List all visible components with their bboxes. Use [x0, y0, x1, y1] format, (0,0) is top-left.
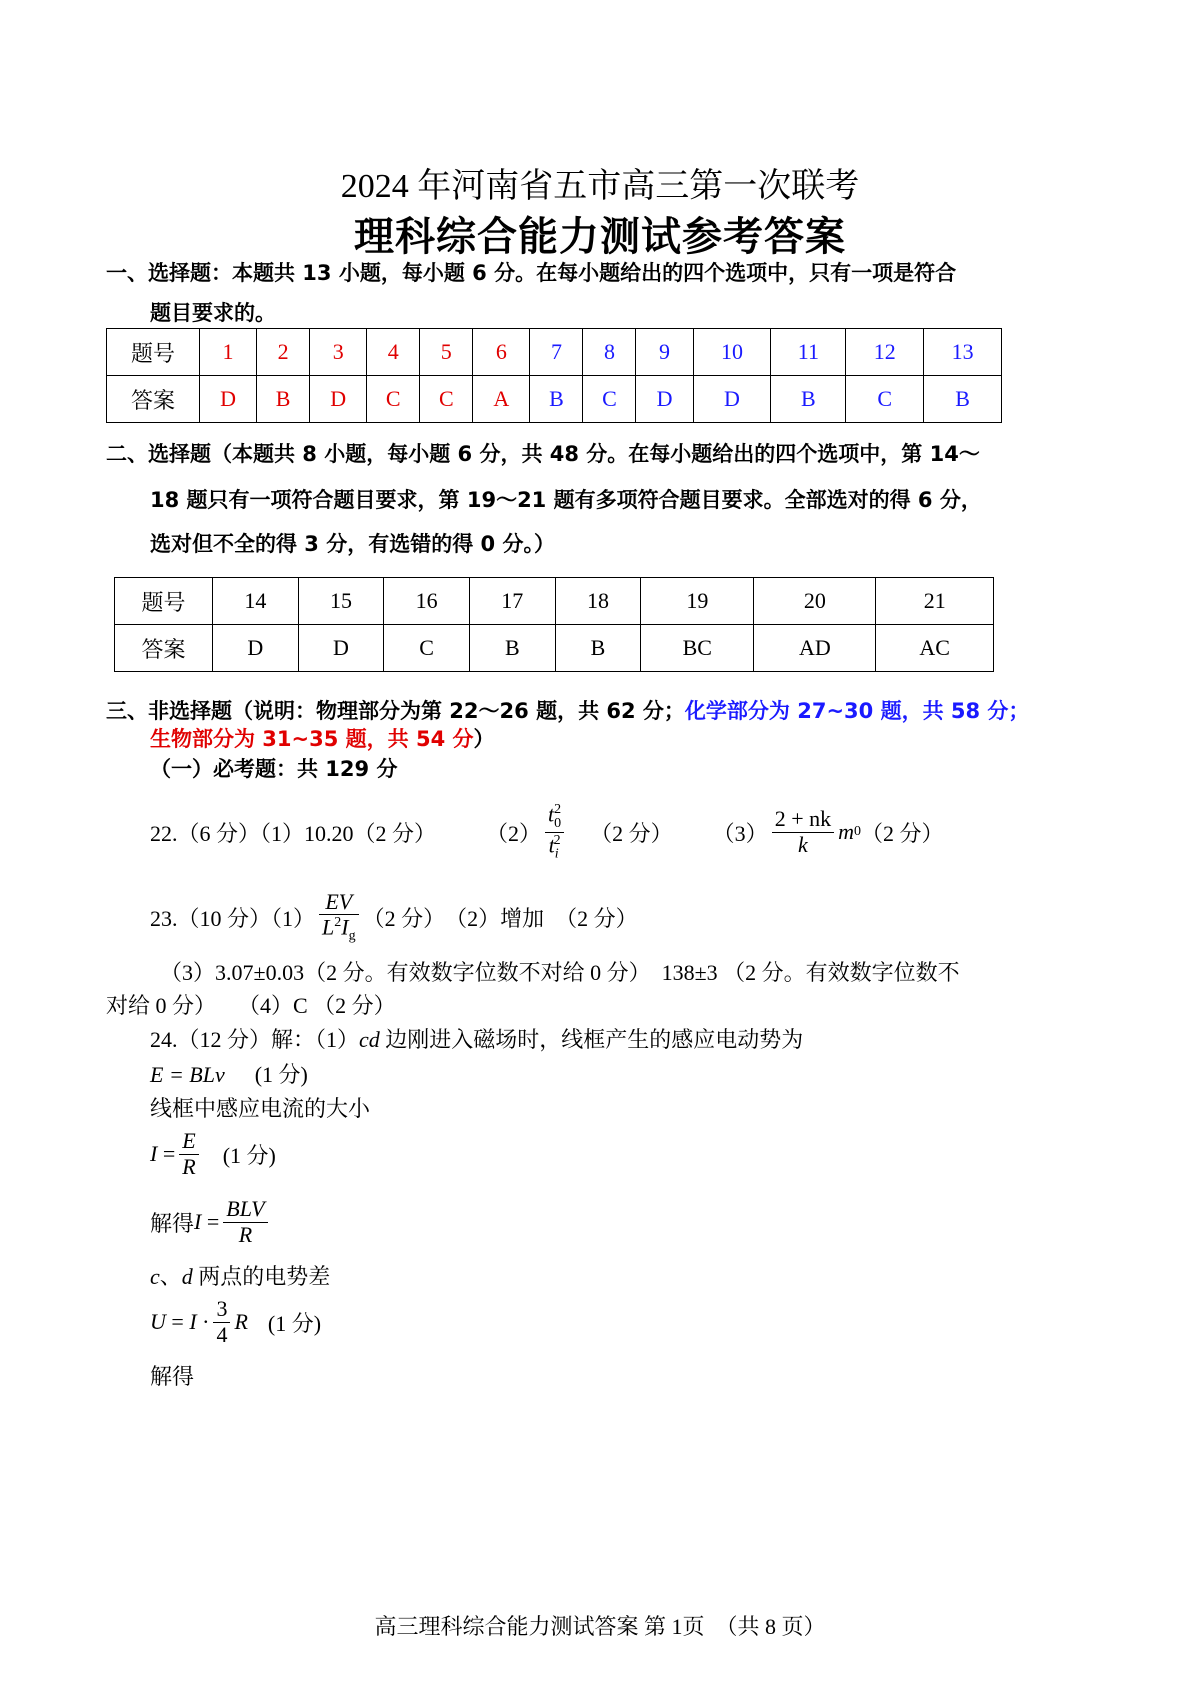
- question-number-cell: 8: [583, 329, 636, 376]
- section1-instruction-line1: 一、选择题：本题共 13 小题，每小题 6 分。在每小题给出的四个选项中，只有一项是符合: [106, 261, 957, 285]
- section2-instruction-line2: 18 题只有一项符合题目要求，第 19～21 题有多项符合题目要求。全部选对的得 6 分，: [150, 488, 982, 512]
- section1-answer-table: [106, 328, 1002, 423]
- answer-cell: B: [530, 376, 583, 423]
- answer-cell: C: [384, 625, 470, 672]
- section2-instruction-line3: 选对但不全的得 3 分，有选错的得 0 分。）: [150, 532, 555, 556]
- q24-current-equation: I = $\frac{E}{R}$ (1 分): [150, 1128, 276, 1179]
- answer-cell: AC: [876, 625, 994, 672]
- question-23-answer: [150, 884, 638, 950]
- section3-closing-paren: ）: [473, 727, 495, 751]
- question-number-cell: 3: [310, 329, 367, 376]
- q23-fraction: $\frac{EV}{L^2I_g}$: [319, 890, 359, 944]
- answer-cell: B: [924, 376, 1002, 423]
- question-number-cell: 14: [213, 578, 299, 625]
- row-label-answer: 答案: [115, 625, 213, 672]
- question-number-cell: 6: [473, 329, 530, 376]
- answer-cell: B: [555, 625, 641, 672]
- question-number-cell: 5: [420, 329, 473, 376]
- question-number-cell: 16: [384, 578, 470, 625]
- question-number-cell: 18: [555, 578, 641, 625]
- answer-cell: C: [367, 376, 420, 423]
- q23-part1-2-scores: （2 分） （2）增加 （2 分）: [362, 905, 638, 931]
- exam-title: 2024 年河南省五市高三第一次联考: [340, 168, 860, 205]
- section3-required-heading: （一）必考题：共 129 分: [150, 757, 398, 781]
- q23-part1: 23.（10 分）（1）: [150, 905, 316, 931]
- answer-cell: AD: [754, 625, 876, 672]
- section2-answer-table: [114, 577, 994, 672]
- page-footer: 高三理科综合能力测试答案 第 1页 （共 8 页）: [374, 1614, 826, 1639]
- question-number-cell: 17: [469, 578, 555, 625]
- section3-chemistry-note: 化学部分为 27~30 题，共 58 分；: [684, 699, 1030, 723]
- question-22-answer: 22.（6 分）（1）10.20（2 分） （2） $\frac{t_0^2}{t_i^2}$ （2 分） （3） $\frac{2 + nk}{k}$ m 0 （2 分）: [150, 801, 944, 862]
- answer-cell: C: [420, 376, 473, 423]
- question-number-cell: 4: [367, 329, 420, 376]
- q24-emf-equation: E = BLv (1 分): [150, 1062, 308, 1087]
- question-number-cell: 15: [298, 578, 384, 625]
- q22-part3-label: （3）: [712, 820, 768, 846]
- question-24-intro: 24.（12 分）解：（1）cd 边刚进入磁场时，线框产生的感应电动势为: [150, 1027, 804, 1052]
- section3-biology-note: 生物部分为 31~35 题，共 54 分: [150, 727, 474, 751]
- q24-solution-label: 解得: [150, 1364, 195, 1389]
- q22-part3-score: （2 分）: [861, 820, 944, 846]
- q24-current-solution: 解得 I = $\frac{\text{BLV}}{R}$: [150, 1192, 272, 1252]
- table-row: [115, 625, 994, 672]
- q24-potential-difference-equation: U = I · $\frac{3}{4}$ R (1 分): [150, 1296, 322, 1347]
- answer-cell: D: [636, 376, 693, 423]
- answer-cell: D: [213, 625, 299, 672]
- q23-part3-line: （3）3.07±0.03（2 分。有效数字位数不对给 0 分） 138±3 （2 分。有效数字位数不: [160, 960, 960, 985]
- section3-instruction-line2: [150, 723, 495, 753]
- q22-part2-label: （2）: [486, 820, 542, 846]
- q22-denominator: k: [798, 831, 808, 857]
- question-number-cell: 12: [846, 329, 924, 376]
- q22-fraction-t0-ti: $\frac{t_0^2}{t_i^2}$: [545, 802, 564, 861]
- answer-cell: D: [200, 376, 257, 423]
- answer-cell: D: [693, 376, 771, 423]
- question-number-cell: 13: [924, 329, 1002, 376]
- q22-fraction-expression: [772, 807, 834, 856]
- section1-instruction-line2: 题目要求的。: [150, 301, 276, 325]
- section3-instruction-line1: [106, 695, 1029, 725]
- table-row: [107, 329, 1002, 376]
- q22-part1: 22.（6 分）（1）10.20（2 分）: [150, 820, 437, 846]
- answer-cell: C: [846, 376, 924, 423]
- answer-cell: A: [473, 376, 530, 423]
- question-number-cell: 2: [257, 329, 310, 376]
- question-number-cell: 7: [530, 329, 583, 376]
- q24-current-text: 线框中感应电流的大小: [150, 1096, 371, 1121]
- row-label-question-number: 题号: [115, 578, 213, 625]
- question-number-cell: 20: [754, 578, 876, 625]
- question-number-cell: 11: [771, 329, 846, 376]
- q23-part4-line: 对给 0 分） （4）C （2 分）: [106, 993, 396, 1018]
- answer-cell: D: [310, 376, 367, 423]
- section2-instruction-line1: 二、选择题（本题共 8 小题，每小题 6 分，共 48 分。在每小题给出的四个选项中，第 14～: [106, 442, 980, 466]
- question-number-cell: 10: [693, 329, 771, 376]
- answer-cell: B: [771, 376, 846, 423]
- q23-numerator: EV: [319, 890, 359, 915]
- table-row: [107, 376, 1002, 423]
- answer-cell: D: [298, 625, 384, 672]
- question-number-cell: 21: [876, 578, 994, 625]
- answer-cell: BC: [641, 625, 754, 672]
- q22-part2-score: （2 分）: [590, 820, 673, 846]
- answer-cell: B: [257, 376, 310, 423]
- q22-numerator: 2 + nk: [772, 807, 834, 832]
- answer-cell: B: [469, 625, 555, 672]
- question-number-cell: 1: [200, 329, 257, 376]
- section3-physics-note: 三、非选择题（说明：物理部分为第 22～26 题，共 62 分；: [106, 699, 685, 723]
- table-row: [115, 578, 994, 625]
- q24-potential-difference-text: c、d 两点的电势差: [150, 1264, 331, 1289]
- row-label-question-number: 题号: [107, 329, 200, 376]
- answer-cell: C: [583, 376, 636, 423]
- row-label-answer: 答案: [107, 376, 200, 423]
- question-number-cell: 19: [641, 578, 754, 625]
- answer-key-title: 理科综合能力测试参考答案: [354, 214, 846, 260]
- question-number-cell: 9: [636, 329, 693, 376]
